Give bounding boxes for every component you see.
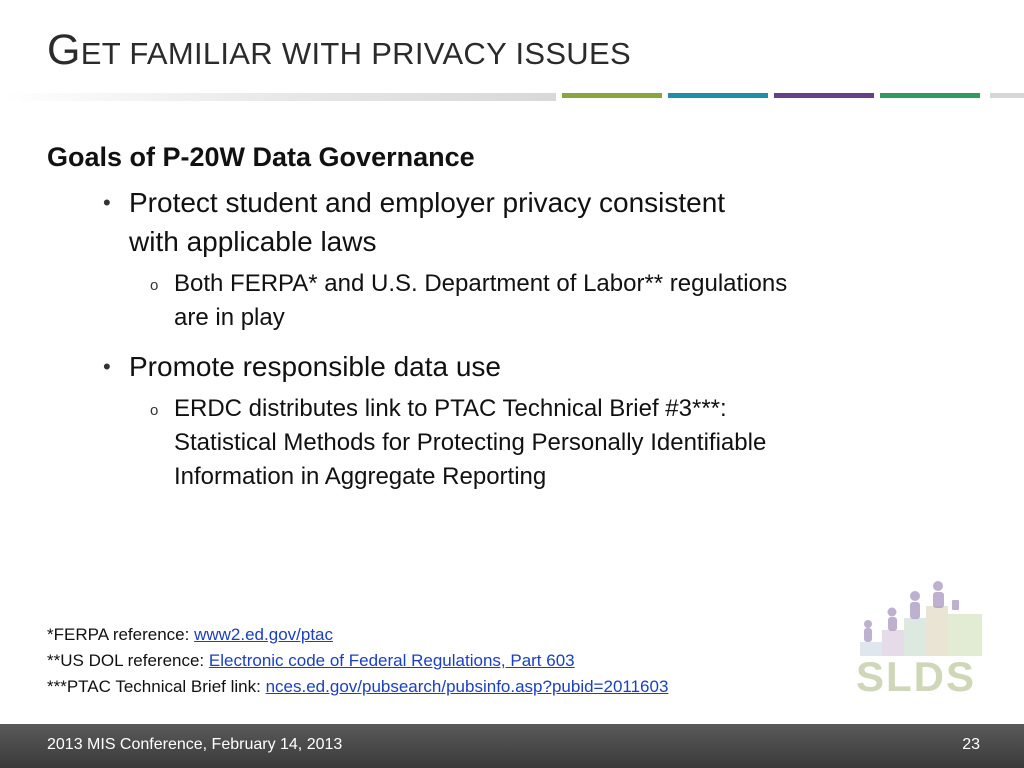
bullet-1 bbox=[103, 183, 987, 261]
reference-label: **US DOL reference: bbox=[47, 651, 205, 670]
circle-bullet-icon: o bbox=[150, 277, 159, 294]
reference-ferpa bbox=[47, 622, 668, 648]
bar-green bbox=[562, 93, 662, 98]
footer-conference: 2013 MIS Conference, February 14, 2013 bbox=[47, 736, 343, 753]
sub-bullet-2-line1: ERDC distributes link to PTAC Technical Brief #3***: bbox=[174, 395, 727, 422]
bullet-dot-icon: • bbox=[103, 190, 111, 215]
goal-heading: Goals of P-20W Data Governance bbox=[47, 142, 475, 172]
title-initial: G bbox=[47, 26, 81, 74]
sub-bullet-2-line2: Statistical Methods for Protecting Personally Identifiable bbox=[174, 429, 767, 456]
reference-label: ***PTAC Technical Brief link: bbox=[47, 677, 261, 696]
slds-logo bbox=[848, 578, 984, 696]
page-number: 23 bbox=[962, 736, 980, 753]
sub-bullet-1 bbox=[150, 267, 987, 335]
bullet-2-line1: Promote responsible data use bbox=[129, 351, 501, 382]
slide-content bbox=[47, 142, 987, 494]
references bbox=[47, 622, 668, 700]
slide-title bbox=[47, 26, 631, 75]
footer-bar bbox=[0, 724, 1024, 768]
sub-bullet-2-line3: Information in Aggregate Reporting bbox=[174, 463, 547, 490]
bar-purple bbox=[774, 93, 874, 98]
bar-teal bbox=[668, 93, 768, 98]
bar-dark-green bbox=[880, 93, 980, 98]
dol-link[interactable]: Electronic code of Federal Regulations, Part 603 bbox=[208, 651, 575, 670]
ptac-link[interactable]: nces.ed.gov/pubsearch/pubsinfo.asp?pubid=2011603 bbox=[265, 677, 669, 696]
ferpa-link[interactable]: www2.ed.gov/ptac bbox=[194, 625, 333, 644]
slds-logo-text: SLDS bbox=[855, 653, 977, 696]
sub-bullet-1-line2: are in play bbox=[174, 304, 285, 331]
slds-logo-steps-icon bbox=[860, 606, 982, 656]
bullet-1-line2: with applicable laws bbox=[129, 226, 377, 257]
bar-grey-end bbox=[990, 93, 1024, 98]
bullet-2 bbox=[103, 347, 987, 386]
reference-label: *FERPA reference: bbox=[47, 625, 190, 644]
bullet-dot-icon: • bbox=[103, 354, 111, 379]
title-rest: ET FAMILIAR WITH PRIVACY ISSUES bbox=[80, 36, 631, 71]
bullet-1-line1: Protect student and employer privacy consistent bbox=[129, 187, 726, 218]
sub-bullet-1-line1: Both FERPA* and U.S. Department of Labor** regulations bbox=[174, 270, 788, 297]
reference-dol bbox=[47, 648, 668, 674]
sub-bullet-2 bbox=[150, 392, 987, 494]
reference-ptac bbox=[47, 674, 668, 700]
circle-bullet-icon: o bbox=[150, 402, 159, 419]
color-bars bbox=[562, 93, 980, 98]
title-underline bbox=[0, 93, 556, 101]
